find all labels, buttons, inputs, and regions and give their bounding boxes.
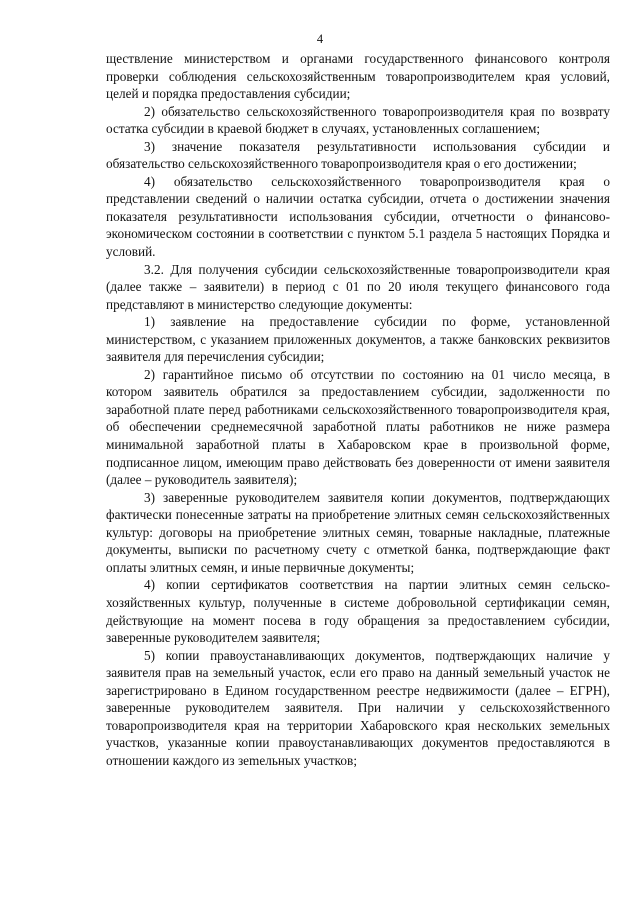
document-body bbox=[106, 50, 610, 769]
page-number: 4 bbox=[316, 32, 324, 46]
paragraph-doc-3: 3) заверенные руководителем заявителя копии документов, подтверждающих фактически понесенные затраты на приобретение элитных семян сельскохозяйственных культур: договоры на приобретение элитных семян, товарные накладные, платежные документы, выписки по расчетному счету с отметкой банка, подтверждающие факт оплаты элитных семян, и иные первичные документы; bbox=[106, 489, 610, 575]
paragraph-doc-1: 1) заявление на предоставление субсидии по форме, установленной министерством, с указанием приложенных документов, а также банковских реквизитов заявителя для перечисления субсидии; bbox=[106, 314, 610, 365]
paragraph-item-4: 4) обязательство сельскохозяйственного товаропроизводителя края о представлении сведений о наличии остатка субсидии, отчета о достижении значения показателя результативности использования субсидии, отчетности о финансово-экономическом состоянии в соответствии с пунктом 5.1 раздела 5 настоящих Порядка и условий. bbox=[106, 173, 610, 260]
paragraph-doc-4: 4) копии сертификатов соответствия на партии элитных семян сельскохозяйственных культур, полученные в системе добровольной сертификации семян, действующие на момент посева в году обращения за предоставлением субсидии, заверенные руководителем заявителя; bbox=[106, 577, 610, 646]
paragraph-doc-2: 2) гарантийное письмо об отсутствии по состоянию на 01 число месяца, в котором заявитель обратился за предоставлением субсидии, задолженности по заработной плате перед работниками сельскохозяйственного товаропроизводителя края, об обеспечении среднемесячной заработной платы работников не ниже размера минимальной заработной платы в Хабаровском крае в произвольной форме, подписанное лицом, имеющим право действовать без доверенности от имени заявителя (далее – руководитель заявителя); bbox=[106, 366, 610, 488]
paragraph-section-3-2: 3.2. Для получения субсидии сельскохозяйственные товаропроизводители края (далее также – заявители) в период с 01 по 20 июля текущего финансового года представляют в министерство следующие документы: bbox=[106, 261, 610, 312]
paragraph-doc-5: 5) копии правоустанавливающих документов, подтверждающих наличие у заявителя прав на земельный участок, если его право на данный земельный участок не зарегистрировано в Едином государственном реестре недвижимости (далее – ЕГРН), заверенные руководителем заявителя. При наличии у сельскохозяйственного товаропроизводителя края на территории Хабаровского края нескольких земельных участков, указанные копии правоустанавливающих документов предоставляются в отношении каждого из зеmельных участков; bbox=[106, 647, 610, 768]
paragraph-item-3: 3) значение показателя результативности использования субсидии и обязательство сельскохозяйственного товаропроизводителя края о его достижении; bbox=[106, 138, 610, 172]
paragraph-continuation: ществление министерством и органами государственного финансового контроля проверки соблюдения сельскохозяйственным товаропроизводителем края условий, целей и порядка предоставления субсидии; bbox=[106, 51, 610, 102]
paragraph-item-2: 2) обязательство сельскохозяйственного товаропроизводителя края по возврату остатка субсидии в краевой бюджет в случаях, установленных соглашением; bbox=[106, 103, 610, 137]
